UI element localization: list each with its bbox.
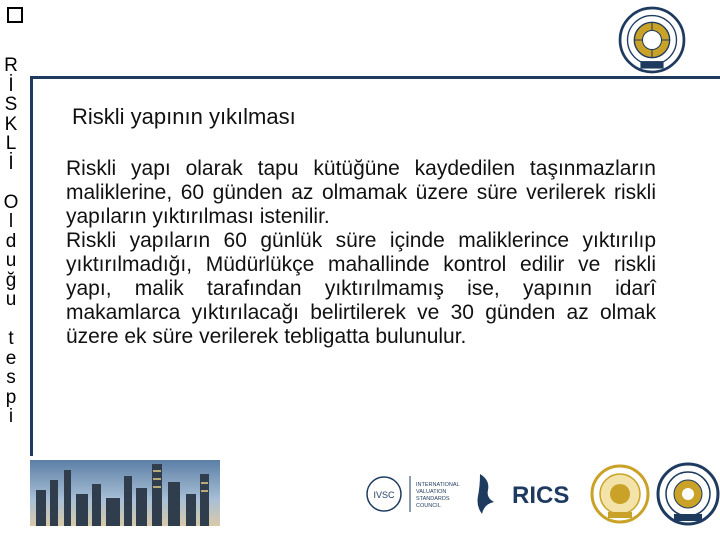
university-seal-gold-icon [592,466,648,522]
body-paragraph: Riskli yapıların 60 günlük süre içinde maliklerince yıktırılıp yıktırılmadığı, Müdürlükçe mahallinde kontrol edilir ve riskli yapı, malik tarafından yıktırılmamış ise, yapının idarî makamlarca yıktırılacağı belirtilerek ve 30 günden az olmak üzere ek süre verilerek tebligatta bulunulur. [66,229,656,348]
rics-wordmark: RICS [512,482,570,509]
rics-logo [478,474,570,514]
side-letter: e [5,347,17,369]
side-letter: L [5,133,17,154]
side-letter: s [6,367,16,388]
ivsc-line: COUNCIL [416,503,441,509]
ivsc-line: VALUATION [416,489,447,495]
side-letter: O [3,191,19,213]
university-seal-navy-icon [658,464,718,524]
left-divider [30,76,33,456]
slide-body [66,157,656,349]
footer-logos-strip [362,462,720,526]
ivsc-line: INTERNATIONAL [416,482,460,488]
side-letter: İ [8,74,14,96]
side-letter [0,173,22,193]
rics-lion-icon [478,474,495,514]
side-letter: p [5,386,17,408]
side-letter: l [8,211,14,232]
slide-title: Riskli yapının yıkılması [72,104,296,129]
side-letter: ğ [5,269,17,291]
side-letter: u [5,250,17,271]
body-paragraph: Riskli yapı olarak tapu kütüğüne kaydedilen taşınmazların maliklerine, 60 günden az olmamak üzere süre verilerek riskli yapıların yıktırılması istenilir. [66,157,656,228]
ivsc-short-label: IVSC [373,490,395,500]
university-seal-logo [618,6,686,74]
side-letter: K [4,113,18,135]
side-letter: u [5,289,17,310]
side-letter: İ [8,152,14,174]
checkbox-square-icon [7,7,23,23]
vertical-side-text [0,56,22,427]
side-letter [0,310,22,330]
side-letter: d [5,230,17,252]
side-letter: t [8,328,14,349]
header-divider [30,76,720,79]
side-letter: i [8,406,14,427]
side-letter: S [4,94,18,115]
ivsc-line: STANDARDS [416,496,450,502]
ivsc-logo [367,476,460,512]
side-letter: R [4,55,18,76]
city-skyline-image [30,460,220,526]
